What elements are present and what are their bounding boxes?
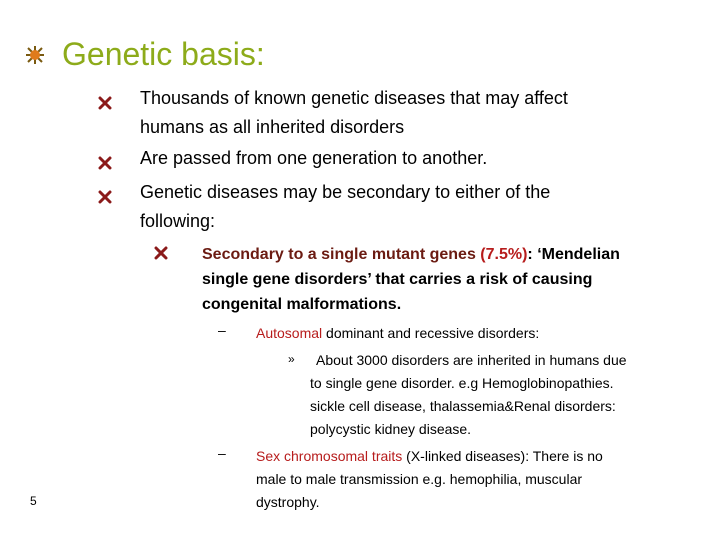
bullet-1-text: Thousands of known genetic diseases that may affect humans as all inherited disorders [140,88,568,137]
cross-mark-icon [98,190,112,204]
autosomal-text: Autosomal dominant and recessive disorders: [256,325,540,341]
sub-bullet-text: Secondary to a single mutant genes (7.5%): ‘Mendelian single gene disorders’ that carries a risk of causing congenital malformations. [202,246,620,313]
page-number: 5 [30,494,37,508]
bullet-3-text: Genetic diseases may be secondary to either of the following: [140,182,551,231]
dash-marker: – [218,322,226,338]
bullet-2-text: Are passed from one generation to another. [140,148,488,168]
slide-title: Genetic basis: [62,36,265,72]
sex-chromosomal-text: Sex chromosomal traits (X-linked diseases): There is no male to male transmission e.g. hemophilia, muscular dystrophy. [256,448,603,510]
cross-mark-icon [98,96,112,110]
star-burst-icon [26,46,44,64]
cross-mark-icon [154,246,168,260]
detail-text: About 3000 disorders are inherited in humans due to single gene disorder. e.g Hemoglobinopathies. sickle cell disease, thalassemia&Renal disorders: polycystic kidney disease. [310,352,627,437]
cross-mark-icon [98,156,112,170]
dash-marker: – [218,445,226,461]
raquo-marker: » [288,352,295,366]
